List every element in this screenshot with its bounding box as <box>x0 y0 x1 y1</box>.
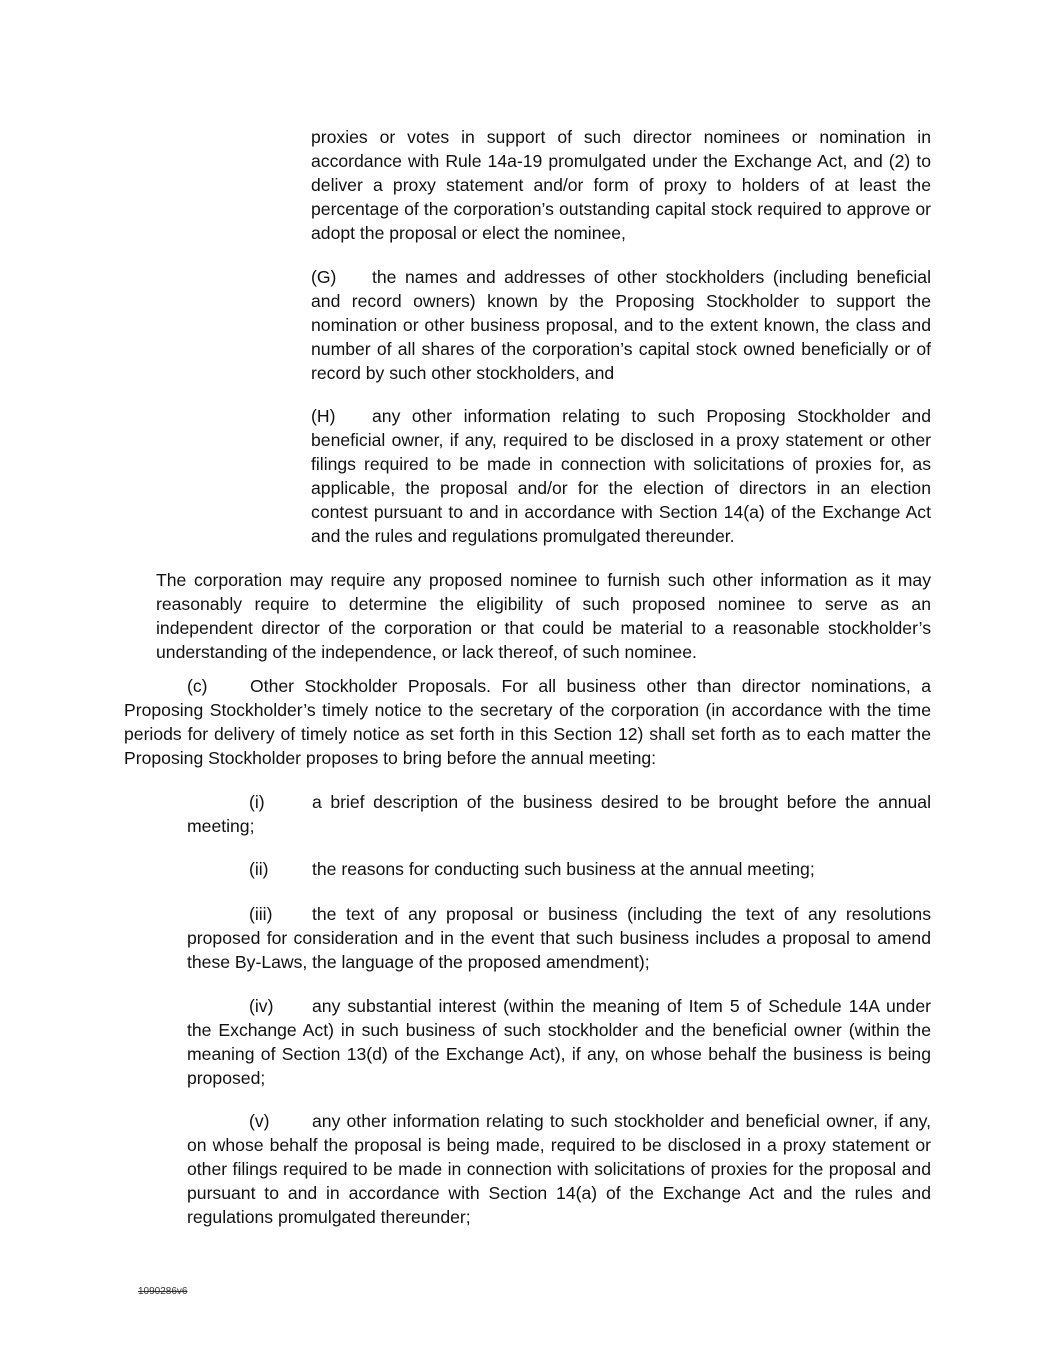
paragraph-nominee-info <box>156 568 931 664</box>
paragraph-F-continuation <box>311 125 931 245</box>
item-label: (ii) <box>249 859 269 879</box>
item-text: any other information relating to such stockholder and beneficial owner, if any, on whose behalf the proposal is being made, required to be disclosed in a proxy statement or other filings required to be made in connection with solicitations of proxies for the proposal and pursuant to and in accordance with Section 14(a) of the Exchange Act and the rules and regulations promulgated thereunder; <box>187 1111 931 1227</box>
item-label: (iv) <box>249 996 274 1016</box>
paragraph-text: The corporation may require any proposed nominee to furnish such other information as it may reasonably require to determine the eligibility of such proposed nominee to serve as an independent director of the corporation or that could be material to a reasonable stockholder’s understanding of the independence, or lack thereof, of such nominee. <box>156 570 931 662</box>
section-heading: Other Stockholder Proposals. <box>250 676 492 696</box>
paragraph-text: proxies or votes in support of such director nominees or nomination in accordance with Rule 14a-19 promulgated under the Exchange Act, and (2) to deliver a proxy statement and/or form of proxy to holders of at least the percentage of the corporation’s outstanding capital stock required to approve or adopt the proposal or elect the nominee, <box>311 127 931 243</box>
item-text: the text of any proposal or business (including the text of any resolutions proposed for consideration and in the event that such business includes a proposal to amend these By-Laws, the language of the proposed amendment); <box>187 904 931 972</box>
item-text: any substantial interest (within the meaning of Item 5 of Schedule 14A under the Exchange Act) in such business of such stockholder and the beneficial owner (within the meaning of Section 13(d) of the Exchange Act), if any, on whose behalf the business is being proposed; <box>187 996 931 1088</box>
paragraph-text: the names and addresses of other stockholders (including beneficial and record owners) known by the Proposing Stockholder to support the nomination or other business proposal, and to the extent known, the class and number of all shares of the corporation’s capital stock owned beneficially or of record by such other stockholders, and <box>311 267 931 383</box>
document-id-footer: 1090286v6 <box>138 1286 188 1297</box>
item-label: (i) <box>249 792 265 812</box>
item-v <box>187 1109 931 1229</box>
paragraph-label: (G) <box>311 267 337 287</box>
item-ii <box>187 857 931 881</box>
item-iii <box>187 902 931 974</box>
paragraph-label: (H) <box>311 406 336 426</box>
item-label: (v) <box>249 1111 270 1131</box>
item-text: the reasons for conducting such business at the annual meeting; <box>312 859 815 879</box>
paragraph-text: any other information relating to such Proposing Stockholder and beneficial owner, if any, required to be disclosed in a proxy statement or other filings required to be made in connection with solicitations of proxies for, as applicable, the proposal and/or for the election of directors in an election contest pursuant to and in accordance with Section 14(a) of the Exchange Act and the rules and regulations promulgated thereunder. <box>311 406 931 546</box>
paragraph-G <box>311 265 931 385</box>
item-label: (iii) <box>249 904 273 924</box>
paragraph-label: (c) <box>187 676 208 696</box>
item-text: a brief description of the business desired to be brought before the annual meeting; <box>187 792 931 836</box>
paragraph-H <box>311 404 931 548</box>
item-i <box>187 790 931 838</box>
paragraph-text: For all business other than director nominations, a Proposing Stockholder’s timely notice to the secretary of the corporation (in accordance with the time periods for delivery of timely notice as set forth in this Section 12) shall set forth as to each matter the Proposing Stockholder proposes to bring before the annual meeting: <box>124 676 931 768</box>
paragraph-c-other-proposals <box>124 674 931 770</box>
item-iv <box>187 994 931 1090</box>
